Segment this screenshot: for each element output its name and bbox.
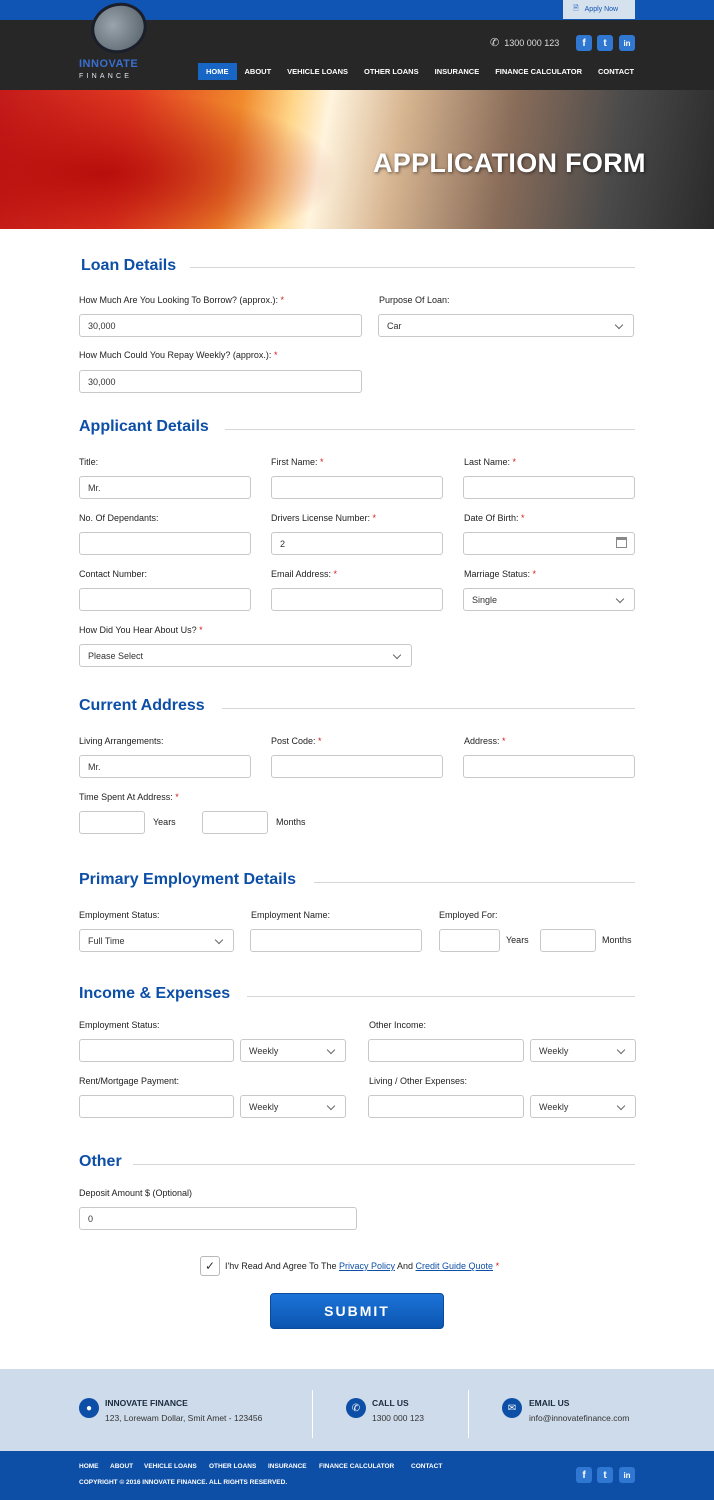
divider [247, 996, 635, 997]
address-years-input[interactable] [79, 811, 145, 834]
phone-number: 1300 000 123 [504, 37, 560, 48]
agree-text-mid: And [394, 1261, 416, 1271]
dependants-input[interactable] [79, 532, 251, 555]
email-us-title: EMAIL US [529, 1398, 570, 1408]
facebook-icon[interactable]: f [576, 35, 592, 51]
living-arrangements-label: Living Arrangements: [79, 736, 164, 746]
time-at-address-label: Time Spent At Address: * [79, 792, 179, 802]
deposit-label: Deposit Amount $ (Optional) [79, 1188, 193, 1198]
document-icon: 🗎 [573, 5, 579, 12]
company-title: INNOVATE FINANCE [105, 1398, 188, 1408]
marriage-label: Marriage Status: * [464, 569, 537, 579]
living-expenses-input[interactable] [368, 1095, 524, 1118]
divider [133, 1164, 635, 1165]
employment-status-label: Employment Status: [79, 910, 160, 920]
email-icon: ✉ [502, 1398, 522, 1418]
other-income-input[interactable] [368, 1039, 524, 1062]
months-label: Months [276, 817, 306, 827]
license-input[interactable]: 2 [271, 532, 443, 555]
linkedin-icon[interactable]: in [619, 35, 635, 51]
contact-number-input[interactable] [79, 588, 251, 611]
footer-nav-about[interactable]: ABOUT [110, 1463, 134, 1470]
post-code-input[interactable] [271, 755, 443, 778]
hero-car-image [0, 90, 340, 229]
email-label: Email Address: * [271, 569, 338, 579]
living-expenses-frequency-select[interactable]: Weekly [530, 1095, 636, 1118]
last-name-label: Last Name: * [464, 457, 517, 467]
email-input[interactable] [271, 588, 443, 611]
company-address: 123, Lorewam Dollar, Smit Amet - 123456 [105, 1413, 263, 1423]
borrow-label: How Much Are You Looking To Borrow? (approx.): * [79, 295, 284, 305]
employed-for-label: Employed For: [439, 910, 498, 920]
facebook-icon[interactable]: f [576, 1467, 592, 1483]
address-input[interactable] [463, 755, 635, 778]
address-label: Address: * [464, 736, 506, 746]
email-us-address[interactable]: info@innovatefinance.com [529, 1413, 630, 1423]
divider [314, 882, 635, 883]
footer-nav-finance-calculator[interactable]: FINANCE CALCULATOR [319, 1463, 395, 1470]
section-title-other: Other [79, 1153, 122, 1170]
call-us-number[interactable]: 1300 000 123 [372, 1413, 424, 1423]
rent-input[interactable] [79, 1095, 234, 1118]
logo-name[interactable]: INNOVATE [79, 58, 139, 70]
dependants-label: No. Of Dependants: [79, 513, 159, 523]
submit-button[interactable]: SUBMIT [270, 1293, 444, 1329]
calendar-icon[interactable] [616, 537, 627, 548]
footer-nav-insurance[interactable]: INSURANCE [268, 1463, 307, 1470]
agree-text-start: I'hv Read And Agree To The [225, 1261, 339, 1271]
other-income-label: Other Income: [369, 1020, 427, 1030]
privacy-policy-link[interactable]: Privacy Policy [338, 1261, 395, 1271]
income-employment-input[interactable] [79, 1039, 234, 1062]
apply-now-label: Apply Now [584, 6, 619, 13]
twitter-icon[interactable]: t [597, 35, 613, 51]
first-name-input[interactable] [271, 476, 443, 499]
title-label: Title: [79, 457, 99, 467]
deposit-input[interactable]: 0 [79, 1207, 357, 1230]
borrow-input[interactable]: 30,000 [79, 314, 362, 337]
divider [190, 267, 635, 268]
twitter-icon[interactable]: t [597, 1467, 613, 1483]
license-label: Drivers License Number: * [271, 513, 377, 523]
employment-status-select[interactable]: Full Time [79, 929, 234, 952]
location-icon: ● [79, 1398, 99, 1418]
nav-insurance[interactable]: INSURANCE [434, 67, 480, 76]
income-employment-label: Employment Status: [79, 1020, 160, 1030]
footer-nav-other-loans[interactable]: OTHER LOANS [209, 1463, 257, 1470]
employment-name-input[interactable] [250, 929, 422, 952]
employment-name-label: Employment Name: [251, 910, 331, 920]
call-us-title: CALL US [372, 1398, 409, 1408]
section-title-applicant: Applicant Details [79, 418, 209, 435]
phone-icon: ✆ [490, 37, 500, 49]
years-label: Years [506, 935, 529, 945]
footer-nav-vehicle-loans[interactable]: VEHICLE LOANS [144, 1463, 197, 1470]
nav-about[interactable]: ABOUT [244, 67, 272, 76]
divider [468, 1390, 469, 1438]
rent-label: Rent/Mortgage Payment: [79, 1076, 180, 1086]
nav-vehicle-loans[interactable]: VEHICLE LOANS [287, 67, 349, 76]
purpose-select[interactable]: Car [378, 314, 634, 337]
footer-nav-contact[interactable]: CONTACT [411, 1463, 443, 1470]
repay-label: How Much Could You Repay Weekly? (approx.): * [79, 350, 278, 360]
logo-subtitle[interactable]: FINANCE [79, 73, 133, 80]
address-months-input[interactable] [202, 811, 268, 834]
phone-icon: ✆ [346, 1398, 366, 1418]
divider [312, 1390, 313, 1438]
hear-label: How Did You Hear About Us? * [79, 625, 203, 635]
contact-number-label: Contact Number: [79, 569, 148, 579]
income-employment-frequency-select[interactable]: Weekly [240, 1039, 346, 1062]
header-phone [490, 36, 559, 49]
nav-other-loans[interactable]: OTHER LOANS [364, 67, 419, 76]
divider [222, 708, 635, 709]
repay-input[interactable]: 30,000 [79, 370, 362, 393]
dob-input[interactable] [463, 532, 635, 555]
rent-frequency-select[interactable]: Weekly [240, 1095, 346, 1118]
first-name-label: First Name: * [271, 457, 324, 467]
main-nav [198, 63, 642, 80]
title-input[interactable]: Mr. [79, 476, 251, 499]
post-code-label: Post Code: * [271, 736, 322, 746]
living-expenses-label: Living / Other Expenses: [369, 1076, 468, 1086]
nav-contact[interactable]: CONTACT [598, 67, 635, 76]
section-title-income: Income & Expenses [79, 985, 231, 1002]
section-title-address: Current Address [79, 697, 205, 714]
check-icon: ✓ [204, 1259, 216, 1273]
years-label: Years [153, 817, 176, 827]
last-name-input[interactable] [463, 476, 635, 499]
dob-label: Date Of Birth: * [464, 513, 525, 523]
credit-guide-link[interactable]: Credit Guide Quote [415, 1261, 494, 1271]
section-title-loan: Loan Details [81, 257, 177, 274]
page-title: APPLICATION FORM [373, 148, 646, 178]
nav-home[interactable]: HOME [198, 63, 237, 80]
nav-finance-calculator[interactable]: FINANCE CALCULATOR [495, 67, 583, 76]
marriage-select[interactable]: Single [463, 588, 635, 611]
linkedin-icon[interactable]: in [619, 1467, 635, 1483]
footer-nav-home[interactable]: HOME [79, 1463, 99, 1470]
agree-checkbox[interactable] [200, 1256, 220, 1276]
divider [225, 429, 635, 430]
agree-text: I'hv Read And Agree To The Privacy Policy And Credit Guide Quote * [225, 1261, 500, 1271]
copyright: COPYRIGHT © 2016 INNOVATE FINANCE. ALL RIGHTS RESERVED. [79, 1479, 288, 1486]
months-label: Months [602, 935, 632, 945]
employed-years-input[interactable] [439, 929, 500, 952]
apply-now-button[interactable] [563, 0, 635, 19]
living-arrangements-input[interactable]: Mr. [79, 755, 251, 778]
employed-months-input[interactable] [540, 929, 596, 952]
hear-select[interactable]: Please Select [79, 644, 412, 667]
other-income-frequency-select[interactable]: Weekly [530, 1039, 636, 1062]
section-title-employment: Primary Employment Details [79, 871, 296, 888]
purpose-label: Purpose Of Loan: [379, 295, 450, 305]
